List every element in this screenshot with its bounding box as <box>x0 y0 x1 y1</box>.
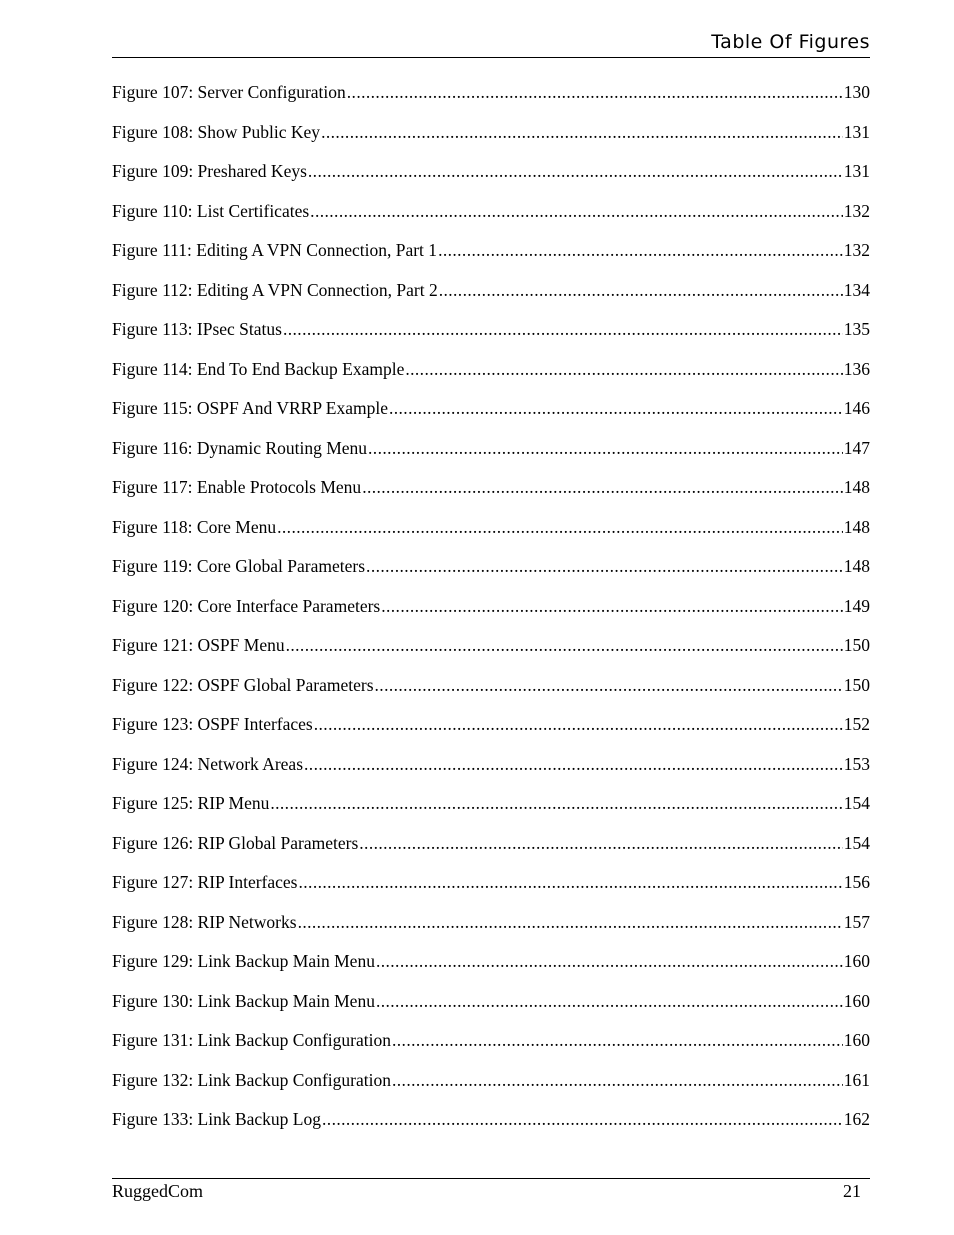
toc-entry[interactable] <box>112 319 870 359</box>
dot-leader <box>362 477 843 498</box>
dot-leader <box>298 912 843 933</box>
dot-leader <box>405 359 842 380</box>
toc-entry-page: 150 <box>843 635 870 655</box>
toc-entry-title: Figure 115: OSPF And VRRP Example <box>112 398 388 418</box>
toc-entry-page: 131 <box>843 161 870 181</box>
toc-entry-title: Figure 108: Show Public Key <box>112 121 321 142</box>
toc-entry-page: 161 <box>843 1069 870 1090</box>
toc-entry[interactable] <box>112 793 870 833</box>
toc-entry-title: Figure 120: Core Interface Parameters <box>112 595 381 616</box>
toc-entry-page: 153 <box>843 753 870 774</box>
header-rule <box>112 57 870 58</box>
dot-leader <box>314 714 843 735</box>
footer-page-number: 21 <box>843 1181 861 1201</box>
toc-entry[interactable] <box>112 991 870 1031</box>
dot-leader <box>381 596 843 617</box>
toc-entry[interactable] <box>112 517 870 557</box>
toc-entry-title: Figure 114: End To End Backup Example <box>112 358 405 379</box>
toc-entry[interactable] <box>112 359 870 399</box>
toc-entry-title: Figure 109: Preshared Keys <box>112 161 307 181</box>
toc-entry-title: Figure 133: Link Backup Log <box>112 1109 322 1129</box>
toc-entry-title: Figure 129: Link Backup Main Menu <box>112 951 375 971</box>
toc-entry-page: 148 <box>843 556 870 576</box>
dot-leader <box>321 122 843 143</box>
toc-entry[interactable] <box>112 596 870 636</box>
toc-entry-title: Figure 110: List Certificates <box>112 200 310 221</box>
toc-entry-page: 154 <box>843 832 870 853</box>
toc-entry[interactable] <box>112 556 870 596</box>
toc-entry-page: 160 <box>843 990 870 1011</box>
toc-entry-title: Figure 111: Editing A VPN Connection, Part 1 <box>112 240 438 260</box>
dot-leader <box>438 240 843 261</box>
dot-leader <box>359 833 842 854</box>
toc-entry[interactable] <box>112 240 870 280</box>
dot-leader <box>376 951 843 972</box>
toc-entry-page: 146 <box>843 398 870 418</box>
toc-entry-page: 154 <box>843 793 870 813</box>
toc-entry-title: Figure 130: Link Backup Main Menu <box>112 990 375 1011</box>
dot-leader <box>308 161 843 182</box>
toc-entry-page: 131 <box>843 121 870 142</box>
toc-entry-title: Figure 117: Enable Protocols Menu <box>112 477 362 497</box>
toc-entry-page: 148 <box>843 477 870 497</box>
dot-leader <box>347 82 843 103</box>
dot-leader <box>389 398 843 419</box>
dot-leader <box>304 754 843 775</box>
dot-leader <box>310 201 843 222</box>
dot-leader <box>286 635 843 656</box>
toc-entry-page: 150 <box>843 674 870 695</box>
toc-entry[interactable] <box>112 635 870 675</box>
toc-entry[interactable] <box>112 438 870 478</box>
toc-entry-title: Figure 112: Editing A VPN Connection, Part 2 <box>112 279 438 300</box>
toc-entry-page: 134 <box>843 279 870 300</box>
toc-entry-page: 156 <box>843 872 870 892</box>
toc-entry[interactable] <box>112 201 870 241</box>
toc-entry[interactable] <box>112 1030 870 1070</box>
toc-entry[interactable] <box>112 82 870 122</box>
footer-rule <box>112 1178 870 1179</box>
footer-company: RuggedCom <box>112 1181 204 1201</box>
toc-entry[interactable] <box>112 912 870 952</box>
page-header-title: Table Of Figures <box>711 31 870 53</box>
toc-entry-page: 148 <box>843 516 870 537</box>
toc-entry[interactable] <box>112 833 870 873</box>
dot-leader <box>392 1070 843 1091</box>
dot-leader <box>277 517 843 538</box>
toc-entry[interactable] <box>112 398 870 438</box>
toc-entry-title: Figure 123: OSPF Interfaces <box>112 714 313 734</box>
toc-entry-title: Figure 128: RIP Networks <box>112 911 297 932</box>
toc-entry-title: Figure 132: Link Backup Configuration <box>112 1069 391 1090</box>
toc-entry[interactable] <box>112 280 870 320</box>
toc-entry[interactable] <box>112 675 870 715</box>
dot-leader <box>366 556 843 577</box>
toc-entry-page: 157 <box>843 911 870 932</box>
toc-entry-title: Figure 121: OSPF Menu <box>112 635 285 655</box>
toc-entry-page: 160 <box>843 951 870 971</box>
dot-leader <box>439 280 843 301</box>
toc-entry[interactable] <box>112 754 870 794</box>
toc-entry[interactable] <box>112 951 870 991</box>
toc-entry-page: 130 <box>843 82 870 102</box>
toc-entry-title: Figure 131: Link Backup Configuration <box>112 1030 391 1050</box>
toc-entry[interactable] <box>112 477 870 517</box>
dot-leader <box>392 1030 843 1051</box>
toc-entry-page: 132 <box>843 200 870 221</box>
toc-entry-title: Figure 126: RIP Global Parameters <box>112 832 359 853</box>
toc-entry-page: 136 <box>843 358 870 379</box>
toc-entry-title: Figure 107: Server Configuration <box>112 82 346 102</box>
dot-leader <box>375 675 843 696</box>
toc-entry-title: Figure 125: RIP Menu <box>112 793 270 813</box>
toc-entry-title: Figure 124: Network Areas <box>112 753 304 774</box>
toc-entry-page: 135 <box>843 319 870 339</box>
toc-entry[interactable] <box>112 1070 870 1110</box>
toc-entry-page: 149 <box>843 595 870 616</box>
toc-entry-title: Figure 116: Dynamic Routing Menu <box>112 437 368 458</box>
dot-leader <box>368 438 843 459</box>
toc-entry-page: 160 <box>843 1030 870 1050</box>
toc-entry-title: Figure 118: Core Menu <box>112 516 277 537</box>
toc-entry[interactable] <box>112 161 870 201</box>
dot-leader <box>322 1109 843 1130</box>
toc-entry-page: 152 <box>843 714 870 734</box>
dot-leader <box>299 872 843 893</box>
table-of-figures <box>112 82 870 1149</box>
toc-entry[interactable] <box>112 122 870 162</box>
dot-leader <box>376 991 843 1012</box>
dot-leader <box>283 319 843 340</box>
toc-entry-title: Figure 113: IPsec Status <box>112 319 282 339</box>
toc-entry-page: 132 <box>843 240 870 260</box>
toc-entry-page: 162 <box>843 1109 870 1129</box>
toc-entry[interactable] <box>112 714 870 754</box>
toc-entry-title: Figure 127: RIP Interfaces <box>112 872 298 892</box>
toc-entry-title: Figure 122: OSPF Global Parameters <box>112 674 374 695</box>
dot-leader <box>270 793 842 814</box>
toc-entry-title: Figure 119: Core Global Parameters <box>112 556 366 576</box>
toc-entry[interactable] <box>112 1109 870 1149</box>
toc-entry[interactable] <box>112 872 870 912</box>
toc-entry-page: 147 <box>843 437 870 458</box>
